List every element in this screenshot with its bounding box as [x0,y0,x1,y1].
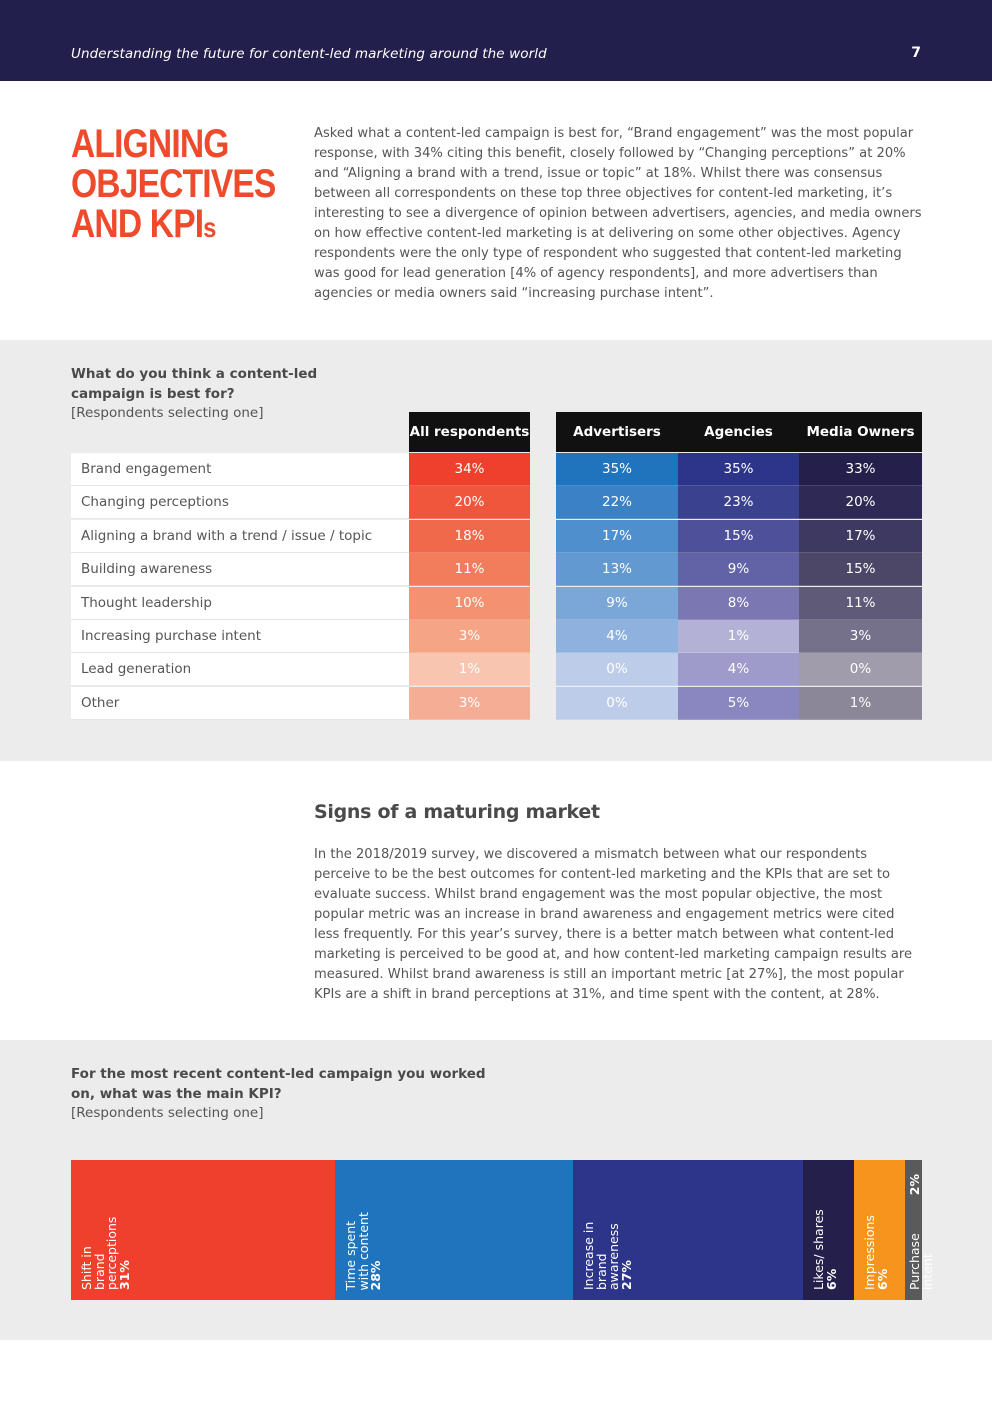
kpi-segment-label: Shift in brand perceptions [79,1216,119,1290]
page-number: 7 [911,45,921,61]
section-body: In the 2018/2019 survey, we discovered a mismatch between what our respondents perceive to be the best outcomes for content-led marketing and the KPIs that are set to evaluate success. Whilst brand engagement was the most popular objective, the most popular metric was an increase in brand awareness and engagement metrics were cited less frequently. For this year’s survey, there is a better match between what content-led marketing is perceived to be good at, and how content-led marketing campaign results are measured. Whilst brand awareness is still an important metric [at 27%], the most popular KPIs are a shift in brand perceptions at 31%, and time spent with the content, at 28%. [314,847,913,1002]
kpi-segment-text [909,1170,934,1290]
kpi-segment-text [864,1180,889,1290]
kpi-segment-text [583,1208,633,1290]
table-cell-agencies: 5% [678,687,799,720]
title-line-3-main: AND KPI [71,202,204,246]
table-row-label: Thought leadership [71,587,409,620]
kpi-segment-label: Increase in brand awareness [581,1221,621,1290]
title-line-3-small: s [203,212,216,243]
table-cell-all: 3% [409,620,530,653]
table-cell-advertisers: 17% [556,520,678,553]
section-heading: Signs of a maturing market [314,801,600,823]
kpi-segment-value: 2% [907,1174,922,1196]
kpi-segment [803,1160,854,1300]
table-cell-agencies: 9% [678,553,799,586]
table-row-label: Aligning a brand with a trend / issue / topic [71,520,409,553]
table-row-label: Brand engagement [71,453,409,486]
kpi-stacked-bar [71,1160,935,1300]
table-cell-advertisers: 4% [556,620,678,653]
kpi-segment-text [345,1208,383,1290]
table-cell-all: 20% [409,486,530,519]
table-cell-all: 3% [409,687,530,720]
kpi-segment [335,1160,573,1300]
kpi-segment-value: 27% [618,1260,634,1290]
column-header-agencies: Agencies [704,424,773,440]
table-cell-agencies: 8% [678,587,799,620]
column-header-media-owners: Media Owners [806,424,915,440]
kpi-segment-label: Time spent with content [343,1211,371,1290]
table-cell-advertisers: 0% [556,687,678,720]
kpi-segment-value: 6% [823,1268,839,1290]
table-question: What do you think a content-led campaign is best for? [71,366,318,402]
kpi-segment-value: 31% [116,1260,132,1290]
kpi-segment-value: 28% [368,1260,383,1290]
section-title [71,124,275,248]
table-note: [Respondents selecting one] [71,405,264,421]
table-cell-all: 34% [409,453,530,486]
table-cell-all: 11% [409,553,530,586]
table-cell-agencies: 23% [678,486,799,519]
table-cell-agencies: 1% [678,620,799,653]
table-row-label: Increasing purchase intent [71,620,409,653]
table-cell-media: 0% [799,653,922,686]
chart-note: [Respondents selecting one] [71,1105,264,1121]
table-row-label: Building awareness [71,553,409,586]
table-cell-all: 1% [409,653,530,686]
table-row-label: Lead generation [71,653,409,686]
table-cell-media: 11% [799,587,922,620]
table-cell-agencies: 35% [678,453,799,486]
table-cell-advertisers: 0% [556,653,678,686]
page-header [0,0,992,81]
table-row-label: Other [71,687,409,720]
kpi-segment [905,1160,935,1300]
column-header-all-respondents: All respondents [409,412,530,452]
table-cell-all: 10% [409,587,530,620]
table-cell-agencies: 15% [678,520,799,553]
table-cell-media: 15% [799,553,922,586]
table-row-label: Changing perceptions [71,486,409,519]
table-cell-all: 18% [409,520,530,553]
intro-paragraph: Asked what a content-led campaign is best for, “Brand engagement” was the most popular response, with 34% citing this benefit, closely followed by “Changing perceptions” at 20% and “Aligning a brand with a trend, issue or topic” at 18%. Whilst there was consensus between all correspondents on these top three objectives for content-led marketing, it’s interesting to see a divergence of opinion between advertisers, agencies, and media owners on how effective content-led marketing is at delivering on some other objectives. Agency respondents were the only type of respondent who suggested that content-led marketing was good for lead generation [4% of agency respondents], and more advertisers than agencies or media owners said “increasing purchase intent”. [314,126,922,301]
table-cell-agencies: 4% [678,653,799,686]
kpi-segment [573,1160,803,1300]
table-cell-media: 1% [799,687,922,720]
title-line-2: OBJECTIVES [71,162,276,206]
kpi-segment-label: Purchase intent [907,1233,935,1290]
chart-question: For the most recent content-led campaign you worked on, what was the main KPI? [71,1066,486,1102]
table-cell-advertisers: 13% [556,553,678,586]
table-cell-media: 20% [799,486,922,519]
title-line-3 [71,204,275,248]
table-cell-media: 3% [799,620,922,653]
kpi-segment-text [81,1208,131,1290]
table-cell-advertisers: 22% [556,486,678,519]
table-cell-advertisers: 35% [556,453,678,486]
table-cell-advertisers: 9% [556,587,678,620]
kpi-segment-text [813,1180,838,1290]
kpi-segment [71,1160,335,1300]
kpi-segment-label: Likes/ shares [811,1209,826,1290]
header-subtitle: Understanding the future for content-led marketing around the world [71,46,547,62]
column-header-group [556,412,922,452]
kpi-segment [854,1160,905,1300]
kpi-segment-label: Impressions [862,1215,877,1290]
kpi-segment-value: 6% [874,1268,890,1290]
table-cell-media: 17% [799,520,922,553]
column-header-advertisers: Advertisers [573,424,661,440]
table-cell-media: 33% [799,453,922,486]
title-line-1: ALIGNING [71,122,229,166]
